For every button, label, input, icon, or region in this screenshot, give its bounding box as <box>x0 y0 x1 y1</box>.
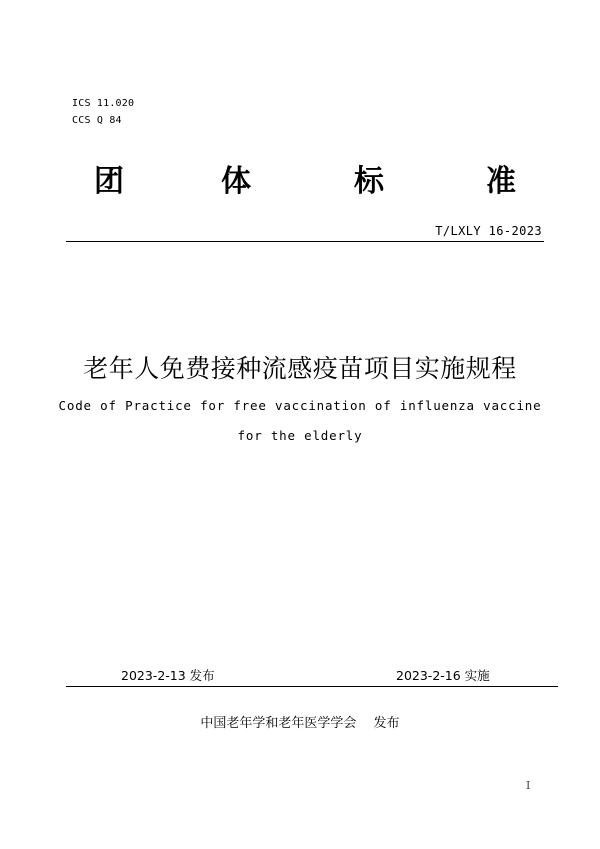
title-english-line-1: Code of Practice for free vaccination of influenza vaccine <box>58 398 542 413</box>
title-chinese: 老年人免费接种流感疫苗项目实施规程 <box>83 354 517 383</box>
standard-type-char-4: 准 <box>486 164 516 199</box>
standard-type-char-3: 标 <box>354 164 384 199</box>
footer-divider <box>66 686 558 687</box>
page-number: I <box>526 779 531 792</box>
ccs-code: CCS Q 84 <box>72 115 122 126</box>
header-divider <box>66 241 544 242</box>
title-english-line-2: for the elderly <box>237 428 363 443</box>
standard-type-char-1: 团 <box>94 164 124 199</box>
publisher: 中国老年学和老年医学学会 发布 <box>200 716 400 731</box>
implementation-date: 2023-2-16 实施 <box>396 668 490 683</box>
standard-type-char-2: 体 <box>221 164 251 199</box>
standard-number: T/LXLY 16-2023 <box>435 224 542 238</box>
ics-code: ICS 11.020 <box>72 98 135 109</box>
issue-date: 2023-2-13 发布 <box>121 668 215 683</box>
